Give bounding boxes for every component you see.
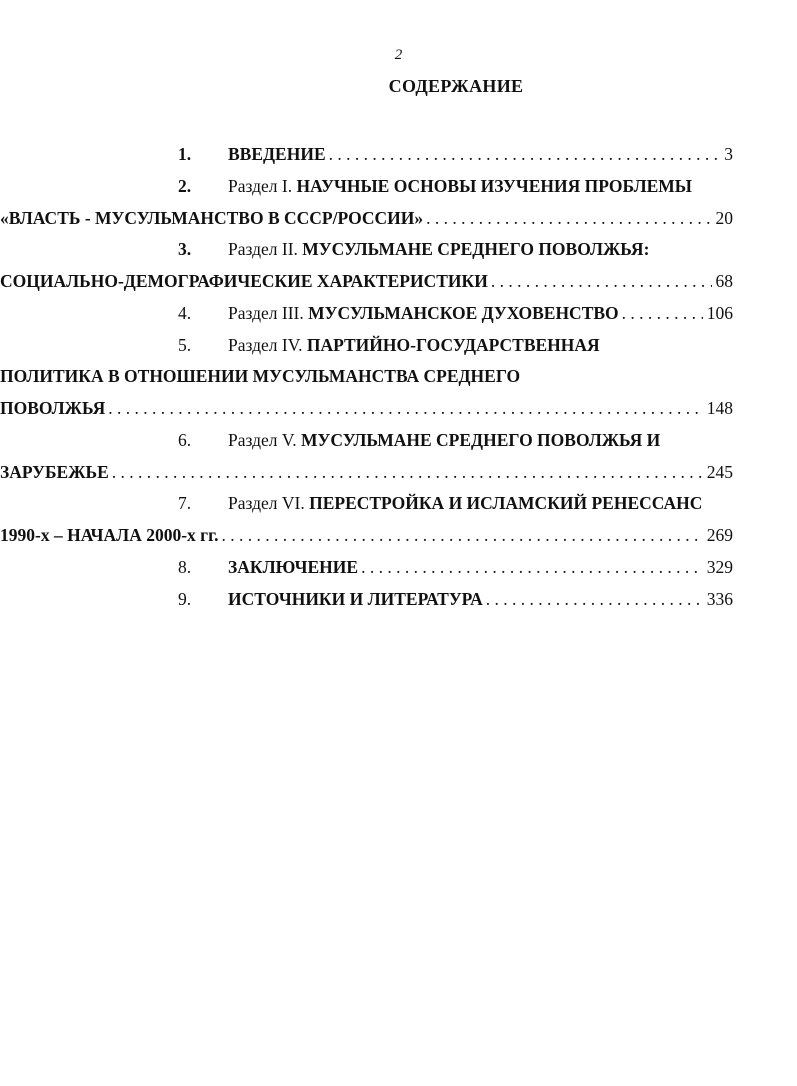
toc-entry-title: ЗАКЛЮЧЕНИЕ	[228, 556, 359, 577]
toc-entry-title: МУСУЛЬМАНЕ СРЕДНЕГО ПОВОЛЖЬЯ И	[301, 429, 661, 450]
toc-entry-2[interactable]	[133, 171, 733, 202]
toc-entry-title-continued: ПОЛИТИКА В ОТНОШЕНИИ МУСУЛЬМАНСТВА СРЕДНЕГО	[0, 366, 521, 387]
toc-entry-number: 8.	[178, 556, 192, 577]
toc-entry-title: ВВЕДЕНИЕ	[228, 144, 326, 164]
toc-entry-6[interactable]	[133, 425, 733, 456]
toc-entry-title: ПАРТИЙНО-ГОСУДАРСТВЕННАЯ	[306, 334, 600, 355]
toc-entry-page: 329	[706, 556, 733, 577]
toc-entry-page: 106	[706, 302, 733, 323]
page-title: СОДЕРЖАНИЕ	[388, 76, 524, 96]
toc-section-label: Раздел II.	[228, 239, 303, 260]
toc-entry-5-continued[interactable]	[0, 361, 733, 392]
leader-dots	[488, 266, 712, 297]
toc-entry-3-continued[interactable]	[0, 266, 733, 297]
toc-entry-5[interactable]	[133, 330, 733, 361]
toc-entry-6-continued[interactable]	[0, 457, 733, 488]
toc-entry-4[interactable]	[133, 298, 733, 329]
toc-entry-page: 269	[706, 525, 733, 545]
toc-entry-number: 1.	[178, 144, 192, 164]
toc-entry-number: 5.	[178, 334, 192, 355]
toc-entry-8[interactable]	[133, 552, 733, 583]
leader-dots	[423, 203, 711, 234]
toc-entry-title: ПЕРЕСТРОЙКА И ИСЛАМСКИЙ РЕНЕССАНС	[309, 493, 703, 514]
toc-entry-page: 148	[706, 398, 733, 418]
toc-entry-number: 6.	[178, 429, 192, 450]
leader-dots	[105, 393, 702, 424]
toc-entry-page: 245	[706, 461, 733, 482]
toc-entry-number: 3.	[178, 239, 192, 260]
leader-dots	[619, 298, 703, 329]
toc-entry-number: 7.	[178, 493, 192, 514]
toc-section-label: Раздел VI.	[228, 493, 310, 514]
table-of-contents	[0, 139, 733, 615]
toc-entry-number: 9.	[178, 588, 192, 609]
toc-entry-7-continued[interactable]	[0, 520, 733, 551]
toc-entry-title-continued: 1990-х – НАЧАЛА 2000-х гг.	[0, 525, 219, 545]
toc-entry-title-continued: «ВЛАСТЬ - МУСУЛЬМАНСТВО В СССР/РОССИИ»	[0, 207, 424, 228]
toc-section-label: Раздел III.	[228, 302, 309, 323]
toc-entry-7[interactable]	[133, 488, 733, 519]
toc-entry-5-continued-2[interactable]	[0, 393, 733, 424]
toc-entry-number: 2.	[178, 175, 192, 196]
leader-dots	[109, 457, 703, 488]
toc-section-label: Раздел IV.	[228, 334, 307, 355]
toc-entry-page: 336	[706, 588, 733, 609]
toc-entry-title: МУСУЛЬМАНЕ СРЕДНЕГО ПОВОЛЖЬЯ:	[302, 239, 650, 260]
toc-entry-title: ИСТОЧНИКИ И ЛИТЕРАТУРА	[228, 588, 483, 609]
toc-section-label: Раздел V.	[228, 429, 302, 450]
page-number: 2	[394, 47, 403, 63]
toc-entry-page: 3	[724, 144, 733, 164]
leader-dots	[358, 552, 703, 583]
toc-entry-number: 4.	[178, 302, 192, 323]
toc-entry-title-continued: СОЦИАЛЬНО-ДЕМОГРАФИЧЕСКИЕ ХАРАКТЕРИСТИКИ	[0, 271, 488, 291]
toc-entry-2-continued[interactable]	[0, 203, 733, 234]
leader-dots	[218, 520, 702, 551]
toc-entry-page: 20	[715, 207, 733, 228]
toc-entry-1[interactable]	[133, 139, 733, 170]
toc-entry-title-continued: ПОВОЛЖЬЯ	[0, 398, 106, 418]
toc-entry-page: 68	[715, 271, 733, 291]
toc-entry-3[interactable]	[133, 234, 733, 265]
leader-dots	[326, 139, 721, 170]
toc-entry-9[interactable]	[133, 584, 733, 615]
toc-entry-title: НАУЧНЫЕ ОСНОВЫ ИЗУЧЕНИЯ ПРОБЛЕМЫ	[296, 175, 692, 196]
leader-dots	[483, 584, 703, 615]
toc-section-label: Раздел I.	[228, 175, 297, 196]
toc-entry-title-continued: ЗАРУБЕЖЬЕ	[0, 461, 109, 482]
toc-entry-title: МУСУЛЬМАНСКОЕ ДУХОВЕНСТВО	[308, 302, 619, 323]
